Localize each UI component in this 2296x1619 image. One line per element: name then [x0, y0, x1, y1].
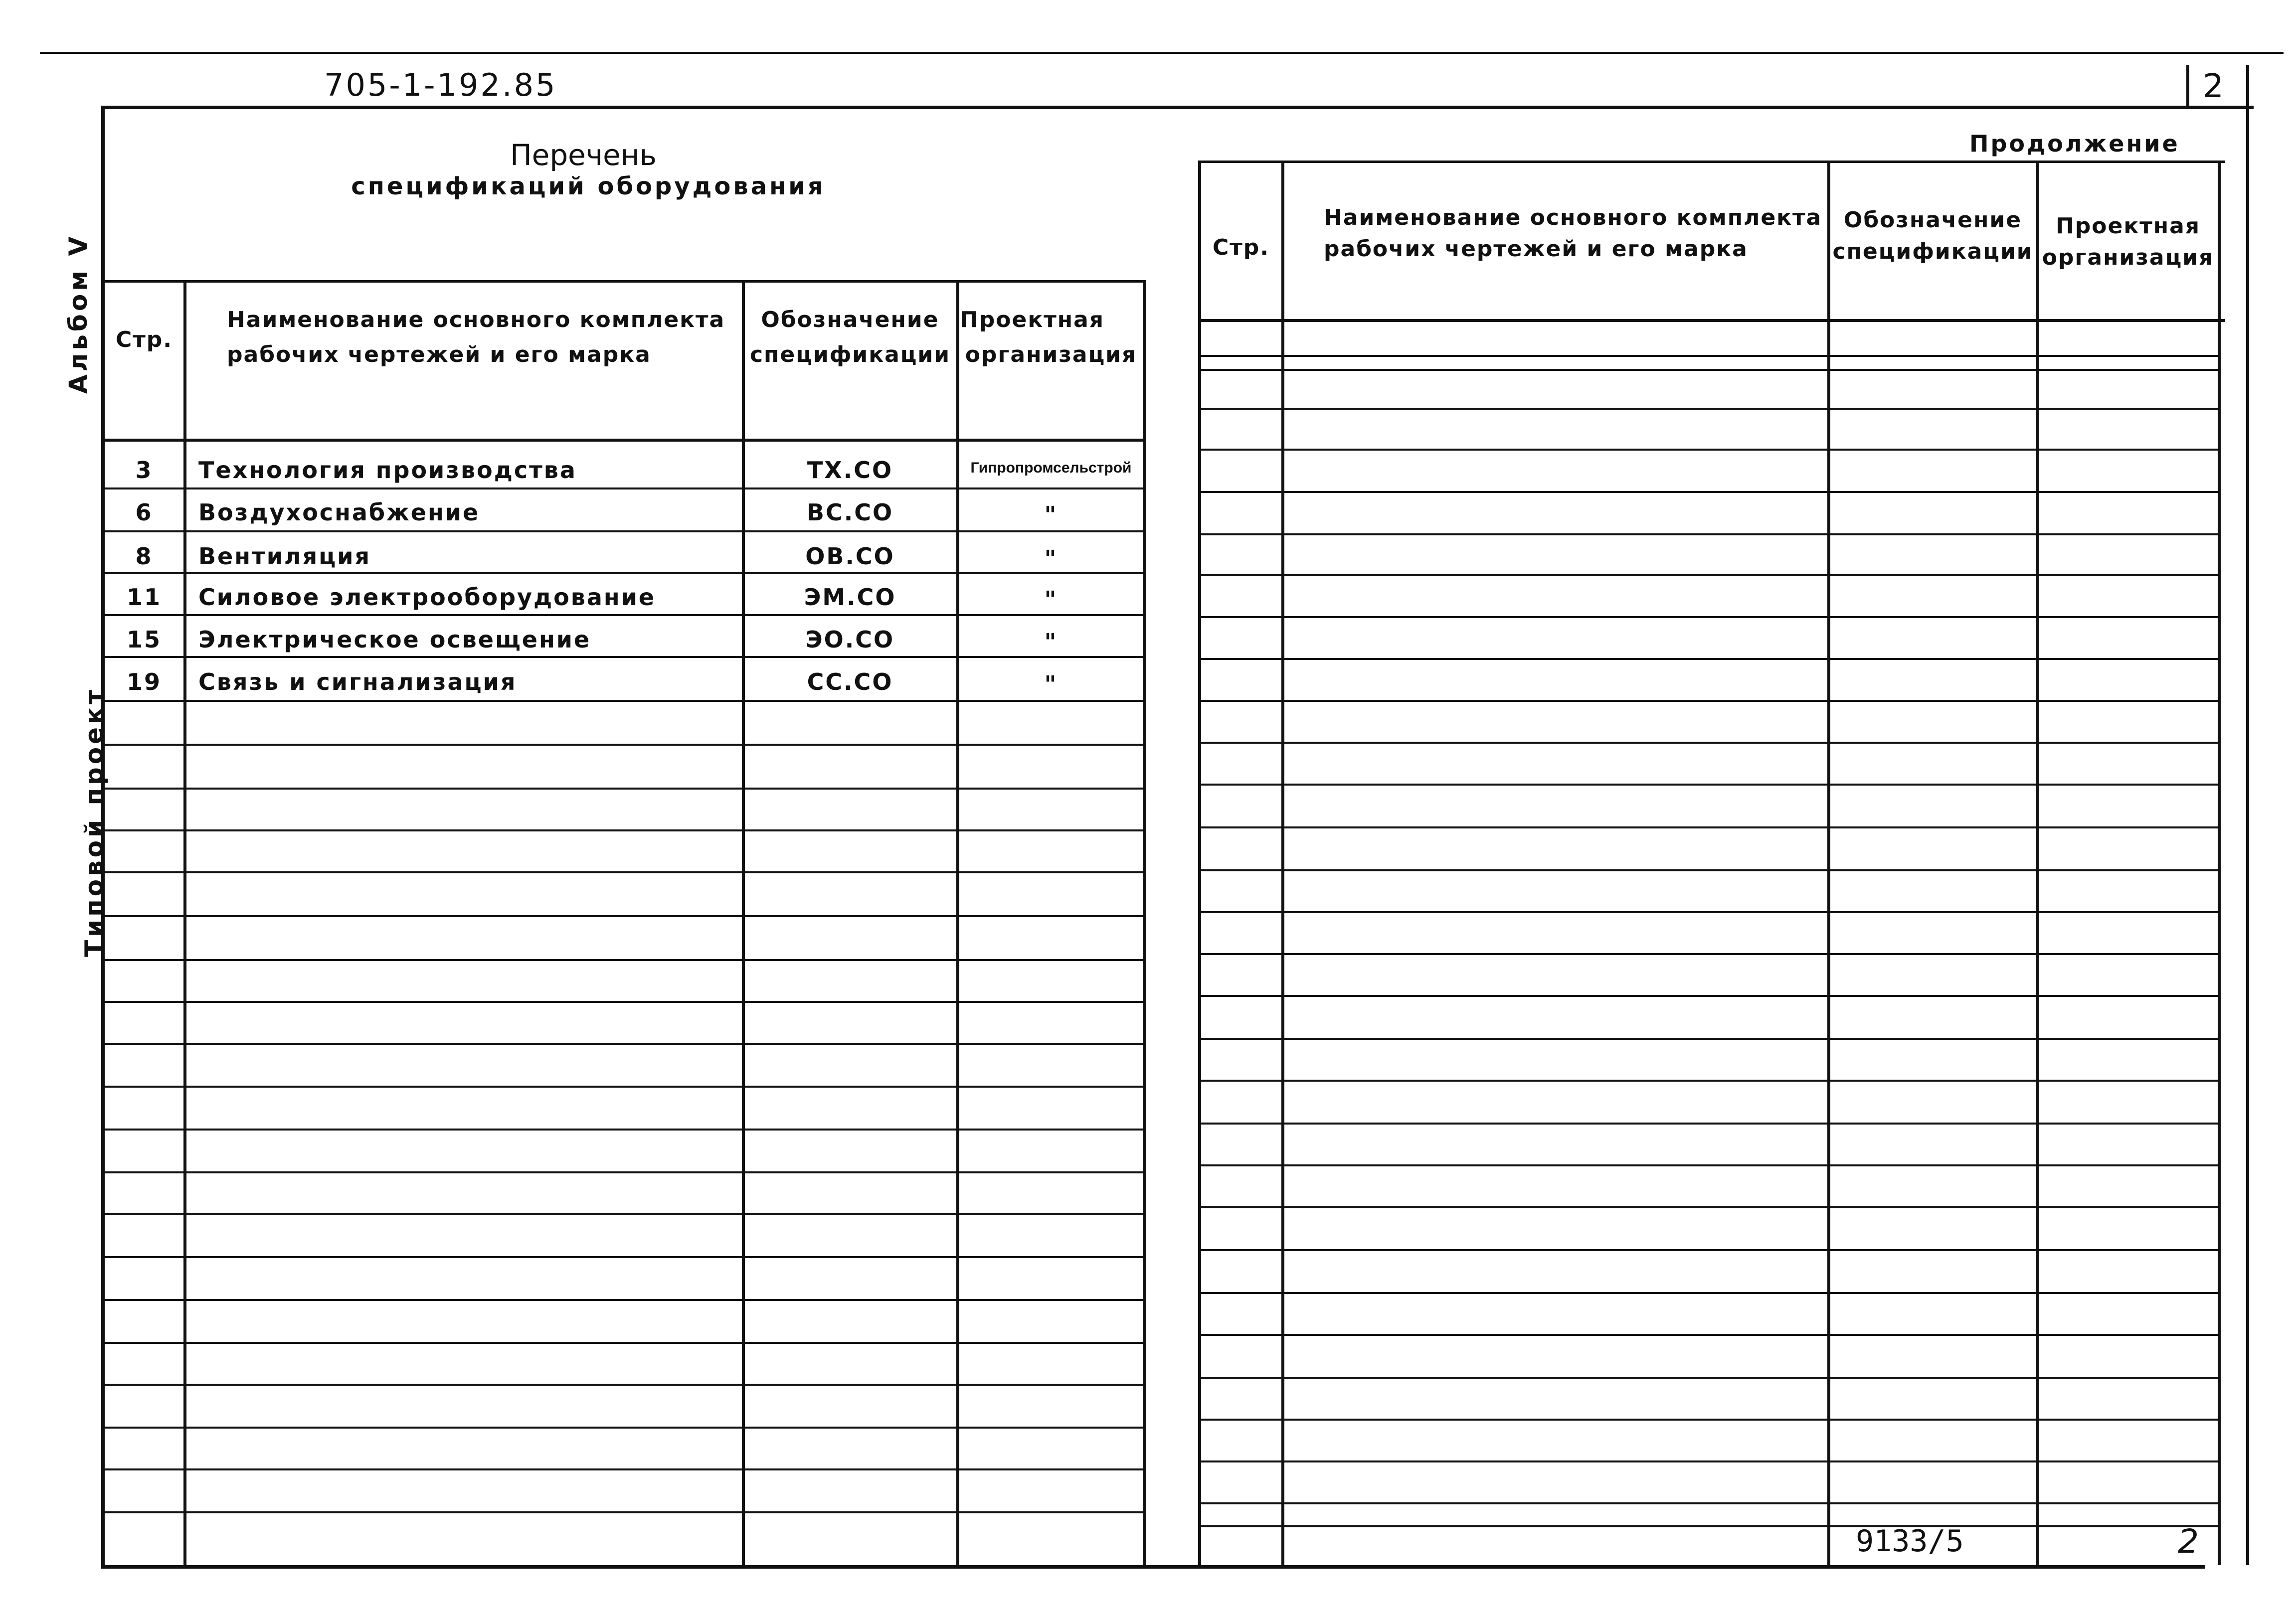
- right-row-line: [1198, 449, 2219, 451]
- right-row-line: [1198, 1249, 2219, 1251]
- left-row-name: Вентиляция: [198, 543, 371, 570]
- right-row-line: [1198, 658, 2219, 660]
- right-row-line: [1198, 784, 2219, 786]
- right-row-line: [1198, 491, 2219, 493]
- left-row-name: Связь и сигнализация: [198, 668, 517, 695]
- album-label: Альбом V: [64, 233, 93, 394]
- left-row-code: СС.СО: [807, 668, 893, 695]
- right-col-name-header-2: рабочих чертежей и его марка: [1324, 236, 1748, 262]
- left-col-org-header-2: организация: [965, 342, 1137, 367]
- left-row-line: [102, 1043, 1144, 1045]
- right-col-code-header-2: спецификации: [1832, 239, 2033, 264]
- right-col-org-header-2: организация: [2042, 245, 2214, 270]
- right-row-line: [1198, 1123, 2219, 1125]
- right-row-line: [1198, 1377, 2219, 1379]
- archive-number: 9133/5: [1856, 1524, 1964, 1559]
- right-row-line: [1198, 1419, 2219, 1421]
- sheet-number: 2: [2203, 67, 2224, 105]
- frame-right: [2246, 106, 2249, 1565]
- left-row-name: Силовое электрооборудование: [198, 584, 656, 611]
- sheet-number-box-left: [2186, 65, 2189, 107]
- project-label: Типовой проект: [80, 687, 109, 957]
- left-header-top: [102, 280, 1144, 283]
- right-row-line: [1198, 1164, 2219, 1166]
- right-col-name-header-1: Наименование основного комплекта: [1324, 205, 1822, 230]
- right-row-line: [1198, 700, 2219, 702]
- right-row-line: [1198, 616, 2219, 618]
- left-header-bottom: [102, 439, 1144, 442]
- left-row-code: ЭО.СО: [805, 626, 895, 653]
- left-row-code: ОВ.СО: [805, 543, 895, 570]
- left-col-code-header-1: Обозначение: [761, 307, 939, 332]
- right-row-line: [1198, 369, 2219, 371]
- left-row-line: [102, 871, 1144, 873]
- right-row-line: [1198, 1460, 2219, 1462]
- right-row-line: [1198, 355, 2219, 357]
- left-row-page: 6: [135, 499, 153, 526]
- left-row-line: [102, 1511, 1144, 1513]
- left-row-line: [102, 744, 1144, 746]
- frame-bottom: [101, 1565, 2205, 1569]
- left-row-org: Гипропромсельстрой: [970, 460, 1132, 476]
- left-row-line: [102, 656, 1144, 658]
- frame-top: [102, 106, 2254, 109]
- left-row-line: [102, 1468, 1144, 1470]
- left-row-page: 19: [126, 668, 162, 695]
- left-title-line1: Перечень: [510, 138, 657, 172]
- right-col-sep-2: [1827, 161, 1830, 1565]
- left-row-page: 8: [135, 543, 153, 570]
- left-row-line: [102, 959, 1144, 961]
- left-row-line: [102, 1001, 1144, 1003]
- right-col-left: [1198, 161, 1201, 1565]
- left-title-line2: спецификаций оборудования: [351, 172, 826, 200]
- left-row-org: ": [1044, 586, 1058, 613]
- left-row-page: 11: [126, 584, 162, 611]
- doc-code: 705-1-192.85: [324, 67, 557, 103]
- left-row-line: [102, 1086, 1144, 1088]
- left-row-name: Электрическое освещение: [198, 626, 591, 653]
- left-row-line: [102, 1427, 1144, 1429]
- left-row-line: [102, 1256, 1144, 1258]
- left-row-name: Технология производства: [198, 457, 577, 484]
- right-row-line: [1198, 1292, 2219, 1294]
- left-row-page: 3: [135, 457, 153, 484]
- right-row-line: [1198, 826, 2219, 828]
- left-row-line: [102, 1384, 1144, 1386]
- right-row-line: [1198, 1525, 2219, 1527]
- right-row-line: [1198, 1080, 2219, 1082]
- left-row-org: ": [1044, 671, 1058, 698]
- right-row-line: [1198, 1502, 2219, 1504]
- continuation-label: Продолжение: [1969, 130, 2180, 157]
- right-row-line: [1198, 742, 2219, 744]
- left-row-line: [102, 487, 1144, 489]
- right-col-org-header-1: Проектная: [2055, 213, 2201, 239]
- left-row-line: [102, 1129, 1144, 1131]
- top-border: [40, 52, 2284, 54]
- left-row-line: [102, 700, 1144, 702]
- right-row-line: [1198, 995, 2219, 997]
- left-row-page: 15: [126, 626, 162, 653]
- right-header-bottom: [1198, 319, 2225, 322]
- left-row-line: [102, 1299, 1144, 1301]
- left-row-line: [102, 829, 1144, 831]
- right-row-line: [1198, 574, 2219, 576]
- right-row-line: [1198, 1334, 2219, 1336]
- right-row-line: [1198, 533, 2219, 535]
- left-row-code: ЭМ.СО: [804, 584, 896, 611]
- left-row-org: ": [1044, 629, 1058, 655]
- left-row-line: [102, 788, 1144, 790]
- sheet-number-box-right: [2246, 65, 2249, 107]
- left-col-page-header: Стр.: [115, 327, 173, 352]
- left-col-sep-1: [183, 280, 186, 1565]
- left-row-code: ВС.СО: [806, 499, 894, 526]
- left-row-line: [102, 1213, 1144, 1215]
- right-row-line: [1198, 1206, 2219, 1208]
- right-col-right: [2218, 161, 2221, 1565]
- left-row-line: [102, 530, 1144, 532]
- right-col-sep-1: [1281, 161, 1284, 1565]
- left-row-line: [102, 1171, 1144, 1173]
- page-number: 2: [2178, 1522, 2199, 1561]
- right-header-top: [1198, 161, 2225, 163]
- left-col-org-header-1: Проектная: [959, 307, 1105, 332]
- left-row-line: [102, 572, 1144, 574]
- right-col-page-header: Стр.: [1212, 235, 1269, 260]
- left-row-org: ": [1044, 501, 1058, 528]
- right-col-sep-3: [2036, 161, 2039, 1565]
- right-row-line: [1198, 869, 2219, 871]
- right-col-code-header-1: Обозначение: [1843, 207, 2022, 233]
- left-row-org: ": [1044, 545, 1058, 572]
- left-col-name-header-1: Наименование основного комплекта: [227, 307, 725, 332]
- right-row-line: [1198, 1038, 2219, 1040]
- right-row-line: [1198, 911, 2219, 913]
- left-col-name-header-2: рабочих чертежей и его марка: [227, 342, 651, 367]
- right-row-line: [1198, 408, 2219, 410]
- left-col-code-header-2: спецификации: [749, 342, 951, 367]
- left-row-code: ТХ.СО: [807, 457, 893, 484]
- left-row-name: Воздухоснабжение: [198, 499, 480, 526]
- left-row-line: [102, 915, 1144, 917]
- right-row-line: [1198, 953, 2219, 955]
- left-row-line: [102, 614, 1144, 616]
- left-row-line: [102, 1342, 1144, 1344]
